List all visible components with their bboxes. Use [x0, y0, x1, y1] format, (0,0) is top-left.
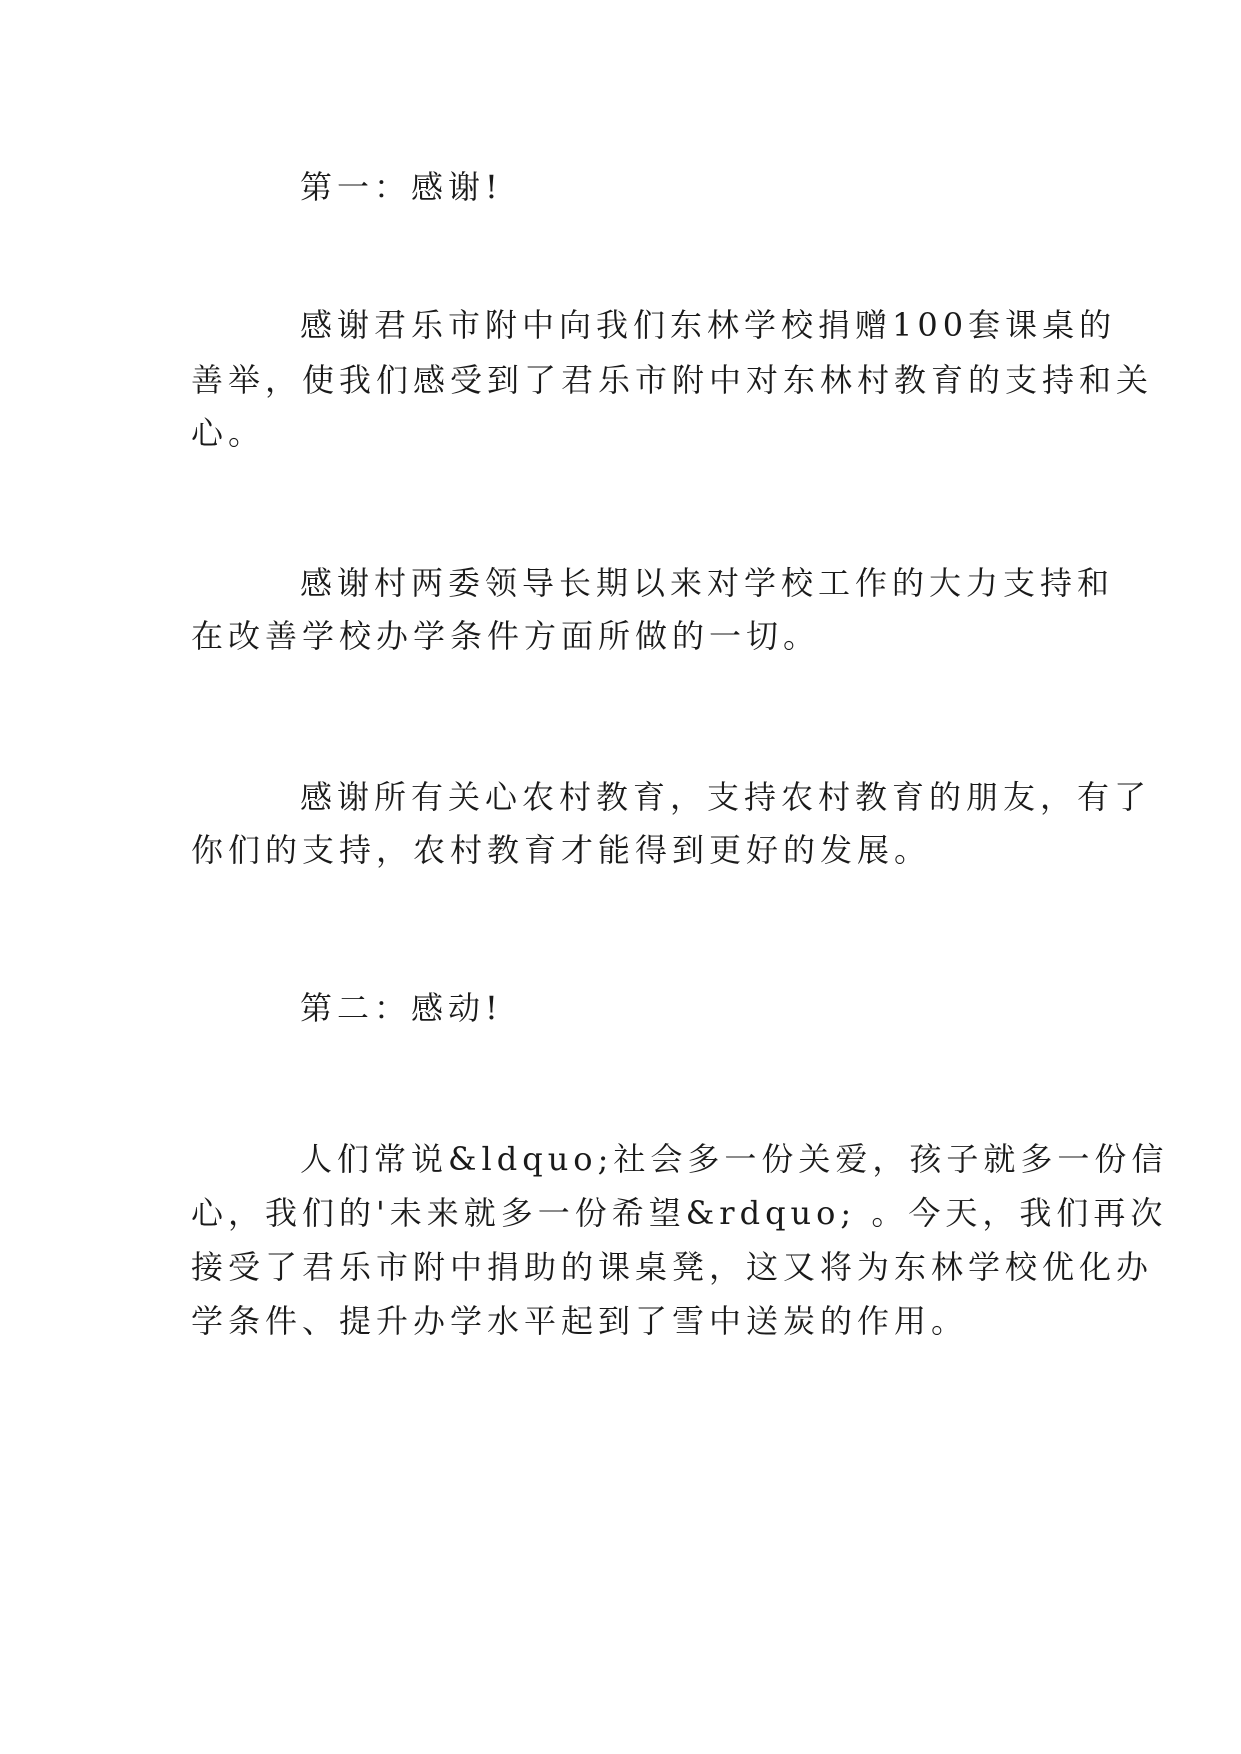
paragraph-4-line-2: 心，我们的'未来就多一份希望&rdquo; 。今天，我们再次 — [191, 1194, 1168, 1232]
paragraph-4-line-3: 接受了君乐市附中捐助的课桌凳，这又将为东林学校优化办 — [191, 1248, 1154, 1286]
paragraph-1-line-3: 心。 — [191, 414, 266, 452]
paragraph-1-line-1: 感谢君乐市附中向我们东林学校捐赠100套课桌的 — [300, 306, 1117, 344]
paragraph-2-line-2: 在改善学校办学条件方面所做的一切。 — [191, 617, 821, 655]
paragraph-2-line-1: 感谢村两委领导长期以来对学校工作的大力支持和 — [300, 564, 1115, 602]
paragraph-1-line-2: 善举，使我们感受到了君乐市附中对东林村教育的支持和关 — [191, 361, 1154, 399]
paragraph-4-line-4: 学条件、提升办学水平起到了雪中送炭的作用。 — [191, 1302, 969, 1340]
paragraph-3-line-2: 你们的支持，农村教育才能得到更好的发展。 — [191, 831, 932, 869]
paragraph-3-line-1: 感谢所有关心农村教育，支持农村教育的朋友，有了 — [300, 778, 1152, 816]
section-heading-1: 第一：感谢! — [300, 168, 503, 206]
section-heading-2: 第二：感动! — [300, 989, 503, 1027]
paragraph-4-line-1: 人们常说&ldquo;社会多一份关爱，孩子就多一份信 — [300, 1140, 1169, 1178]
